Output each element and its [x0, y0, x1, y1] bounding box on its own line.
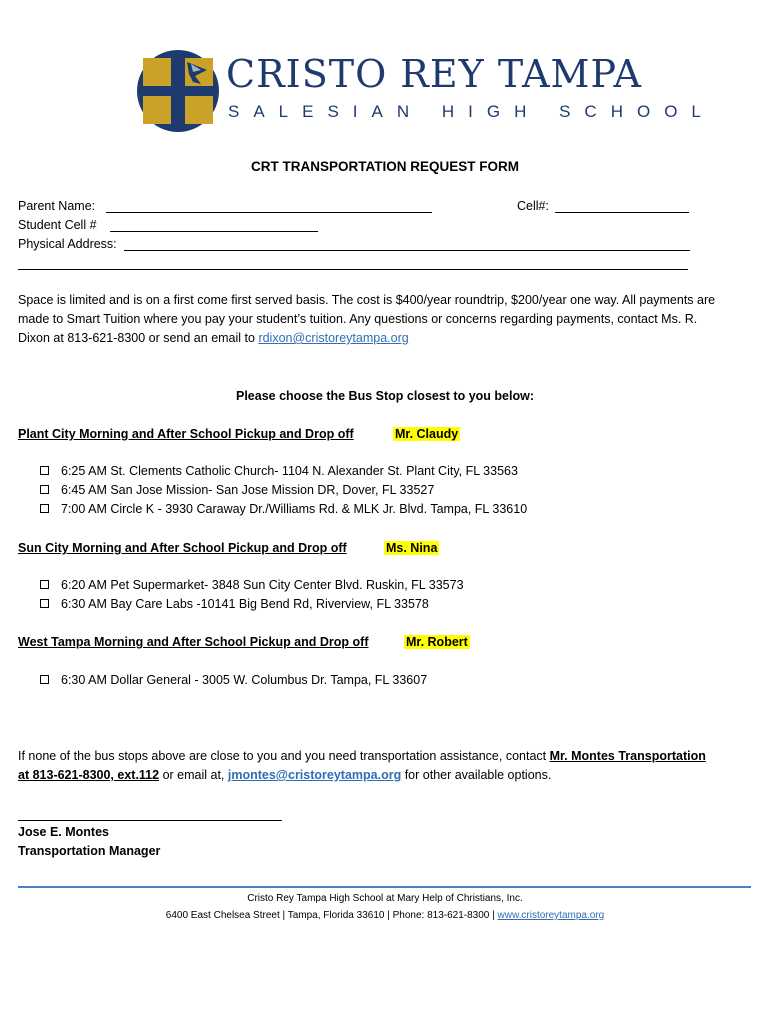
checkbox[interactable]: [40, 675, 49, 684]
intro-paragraph: [18, 291, 718, 348]
montes-contact: Mr. Montes Transportation at 813-621-8300, ext.112: [18, 749, 706, 782]
driver-west-tampa: Mr. Robert: [406, 635, 468, 649]
signature-line: [18, 820, 282, 821]
footer-line1: Cristo Rey Tampa High School at Mary Help of Christians, Inc.: [247, 893, 523, 904]
signer-name: Jose E. Montes: [18, 825, 109, 839]
address-label: Physical Address:: [18, 237, 117, 251]
dixon-email-link[interactable]: rdixon@cristoreytampa.org: [258, 331, 409, 345]
cell-field[interactable]: [555, 212, 689, 213]
route-title-west-tampa: West Tampa Morning and After School Pickup and Drop off: [18, 635, 369, 649]
footer-rule: [18, 886, 751, 888]
choose-heading: Please choose the Bus Stop closest to you below:: [236, 389, 534, 403]
stop-item[interactable]: 6:25 AM St. Clements Catholic Church- 1104 N. Alexander St. Plant City, FL 33563: [40, 462, 518, 480]
stop-item[interactable]: 7:00 AM Circle K - 3930 Caraway Dr./Williams Rd. & MLK Jr. Blvd. Tampa, FL 33610: [40, 500, 527, 518]
parent-name-label: Parent Name:: [18, 199, 96, 213]
form-title: CRT TRANSPORTATION REQUEST FORM: [251, 159, 519, 174]
checkbox[interactable]: [40, 485, 49, 494]
website-link[interactable]: www.cristoreytampa.org: [497, 910, 605, 921]
checkbox[interactable]: [40, 466, 49, 475]
cross-shield-icon: [135, 48, 221, 134]
parent-name-field[interactable]: [106, 212, 432, 213]
school-subtitle: SALESIAN HIGH SCHOOL: [228, 102, 715, 121]
signer-title: Transportation Manager: [18, 844, 161, 858]
driver-sun-city: Ms. Nina: [386, 541, 438, 555]
intro-text: Space is limited and is on a first come first served basis. The cost is $400/year roundtrip, $200/year one way. All payments are made to Smart Tuition where you pay your student’s tuition. Any questions or concerns regarding payments, contact Ms. R. Dixon at 813-621-8300 or send an email to: [18, 293, 716, 345]
student-cell-label: Student Cell #: [18, 218, 97, 232]
route-title-sun-city: Sun City Morning and After School Pickup and Drop off: [18, 541, 347, 555]
school-name: CRISTO REY TAMPA: [226, 52, 642, 96]
student-cell-field[interactable]: [110, 231, 318, 232]
checkbox[interactable]: [40, 599, 49, 608]
stop-item[interactable]: 6:30 AM Bay Care Labs -10141 Big Bend Rd, Riverview, FL 33578: [40, 595, 429, 613]
cell-label: Cell#:: [517, 199, 549, 213]
route-title-plant-city: Plant City Morning and After School Pickup and Drop off: [18, 427, 354, 441]
checkbox[interactable]: [40, 580, 49, 589]
stop-item[interactable]: 6:45 AM San Jose Mission- San Jose Mission DR, Dover, FL 33527: [40, 481, 434, 499]
checkbox[interactable]: [40, 504, 49, 513]
montes-email-link[interactable]: jmontes@cristoreytampa.org: [227, 768, 402, 782]
closing-paragraph: If none of the bus stops above are close to you and you need transportation assistance, contact Mr. Montes Transportation at 813-621-8300, ext.112 or email at, jmontes@cristoreytampa.org for other available options.: [18, 749, 706, 782]
address-field-line2[interactable]: [18, 269, 688, 270]
stop-item[interactable]: 6:20 AM Pet Supermarket- 3848 Sun City Center Blvd. Ruskin, FL 33573: [40, 576, 464, 594]
footer-line2: 6400 East Chelsea Street | Tampa, Florida 33610 | Phone: 813-621-8300 | www.cristoreytampa.org: [165, 910, 605, 921]
driver-plant-city: Mr. Claudy: [395, 427, 459, 441]
school-logo: [135, 48, 221, 134]
address-field-line1[interactable]: [124, 250, 690, 251]
stop-item[interactable]: 6:30 AM Dollar General - 3005 W. Columbus Dr. Tampa, FL 33607: [40, 671, 427, 689]
